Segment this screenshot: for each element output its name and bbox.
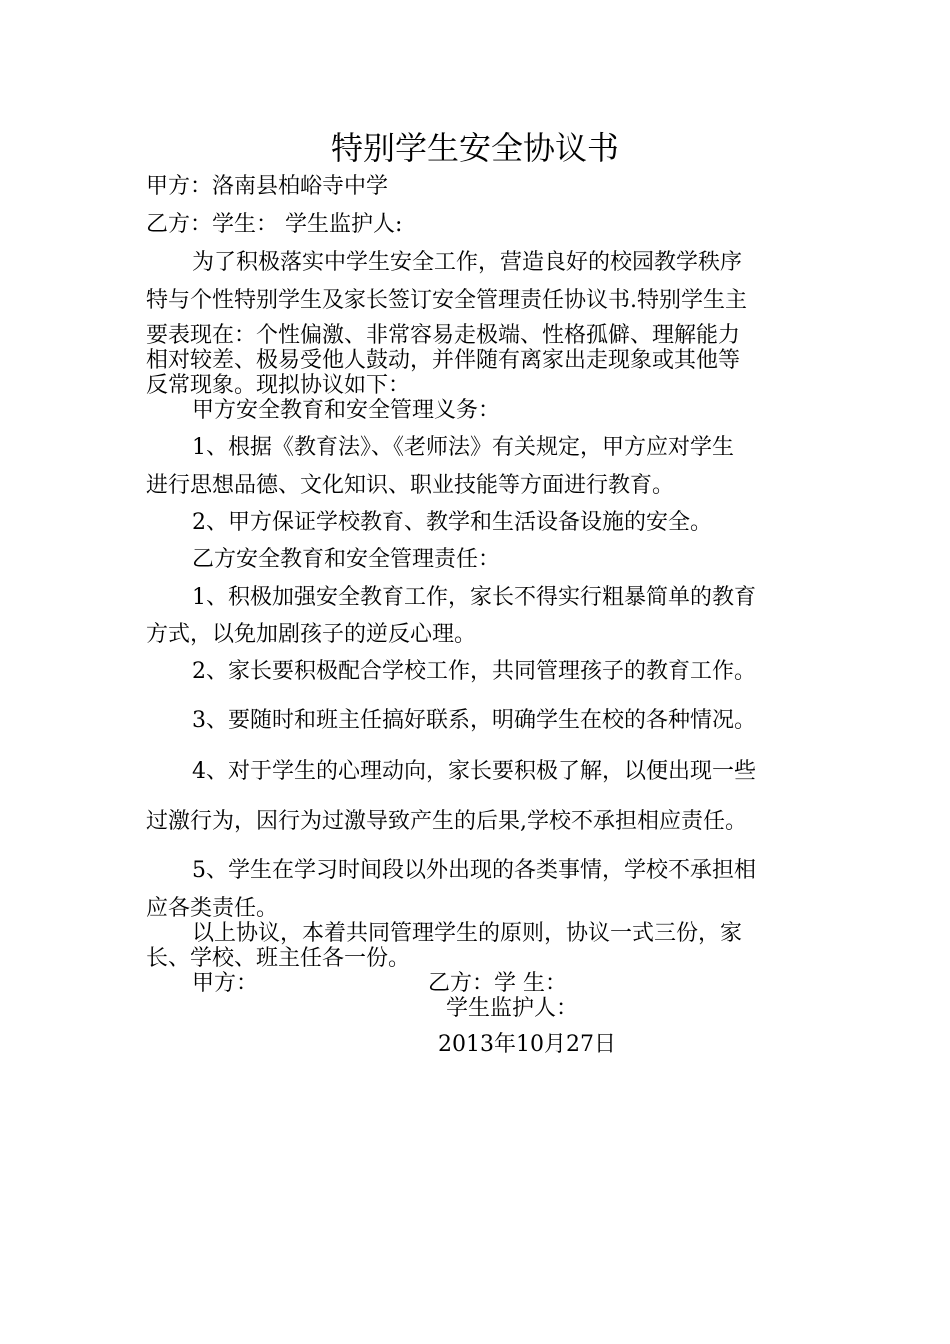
signature-party-a: 甲方：	[192, 971, 259, 996]
intro-line-5: 反常现象。现拟协议如下：	[146, 373, 411, 398]
party-b-item-2: 2、家长要积极配合学校工作，共同管理孩子的教育工作。	[192, 659, 756, 684]
party-b-section-heading: 乙方安全教育和安全管理责任：	[192, 547, 501, 572]
party-a-item-1-line-1: 1、根据《教育法》、《老师法》有关规定，甲方应对学生	[192, 435, 734, 460]
party-a-section-heading: 甲方安全教育和安全管理义务：	[192, 398, 501, 423]
intro-line-4: 相对较差、极易受他人鼓动，并伴随有离家出走现象或其他等	[146, 348, 741, 373]
party-b-header: 乙方：学生： 学生监护人:	[146, 212, 403, 237]
closing-line-2: 长、学校、班主任各一份。	[146, 946, 411, 971]
party-a-item-2: 2、甲方保证学校教育、教学和生活设备设施的安全。	[192, 510, 712, 535]
signature-date: 2013年10月27日	[438, 1032, 616, 1057]
intro-line-2: 特与个性特别学生及家长签订安全管理责任协议书.特别学生主	[146, 288, 747, 313]
party-a-item-1-line-2: 进行思想品德、文化知识、职业技能等方面进行教育。	[146, 473, 675, 498]
party-b-item-5-line-2: 应各类责任。	[146, 896, 279, 921]
signature-party-b: 乙方：学 生：	[428, 971, 567, 996]
party-b-item-4-line-2: 过激行为，因行为过激导致产生的后果,学校不承担相应责任。	[146, 809, 747, 834]
intro-line-3: 要表现在：个性偏激、非常容易走极端、性格孤僻、理解能力	[146, 323, 741, 348]
party-b-item-4-line-1: 4、对于学生的心理动向，家长要积极了解，以便出现一些	[192, 759, 756, 784]
intro-line-1: 为了积极落实中学生安全工作，营造良好的校园教学秩序	[192, 250, 743, 275]
party-a-header: 甲方：洛南县柏峪寺中学	[146, 174, 389, 199]
signature-guardian: 学生监护人：	[446, 996, 579, 1021]
party-b-item-3: 3、要随时和班主任搞好联系，明确学生在校的各种情况。	[192, 708, 756, 733]
party-b-item-1-line-2: 方式，以免加剧孩子的逆反心理。	[146, 622, 477, 647]
party-b-item-1-line-1: 1、积极加强安全教育工作，家长不得实行粗暴简单的教育	[192, 585, 756, 610]
closing-line-1: 以上协议，本着共同管理学生的原则，协议一式三份，家	[192, 921, 743, 946]
party-b-item-5-line-1: 5、学生在学习时间段以外出现的各类事情，学校不承担相	[192, 858, 756, 883]
document-title: 特别学生安全协议书	[330, 129, 619, 167]
